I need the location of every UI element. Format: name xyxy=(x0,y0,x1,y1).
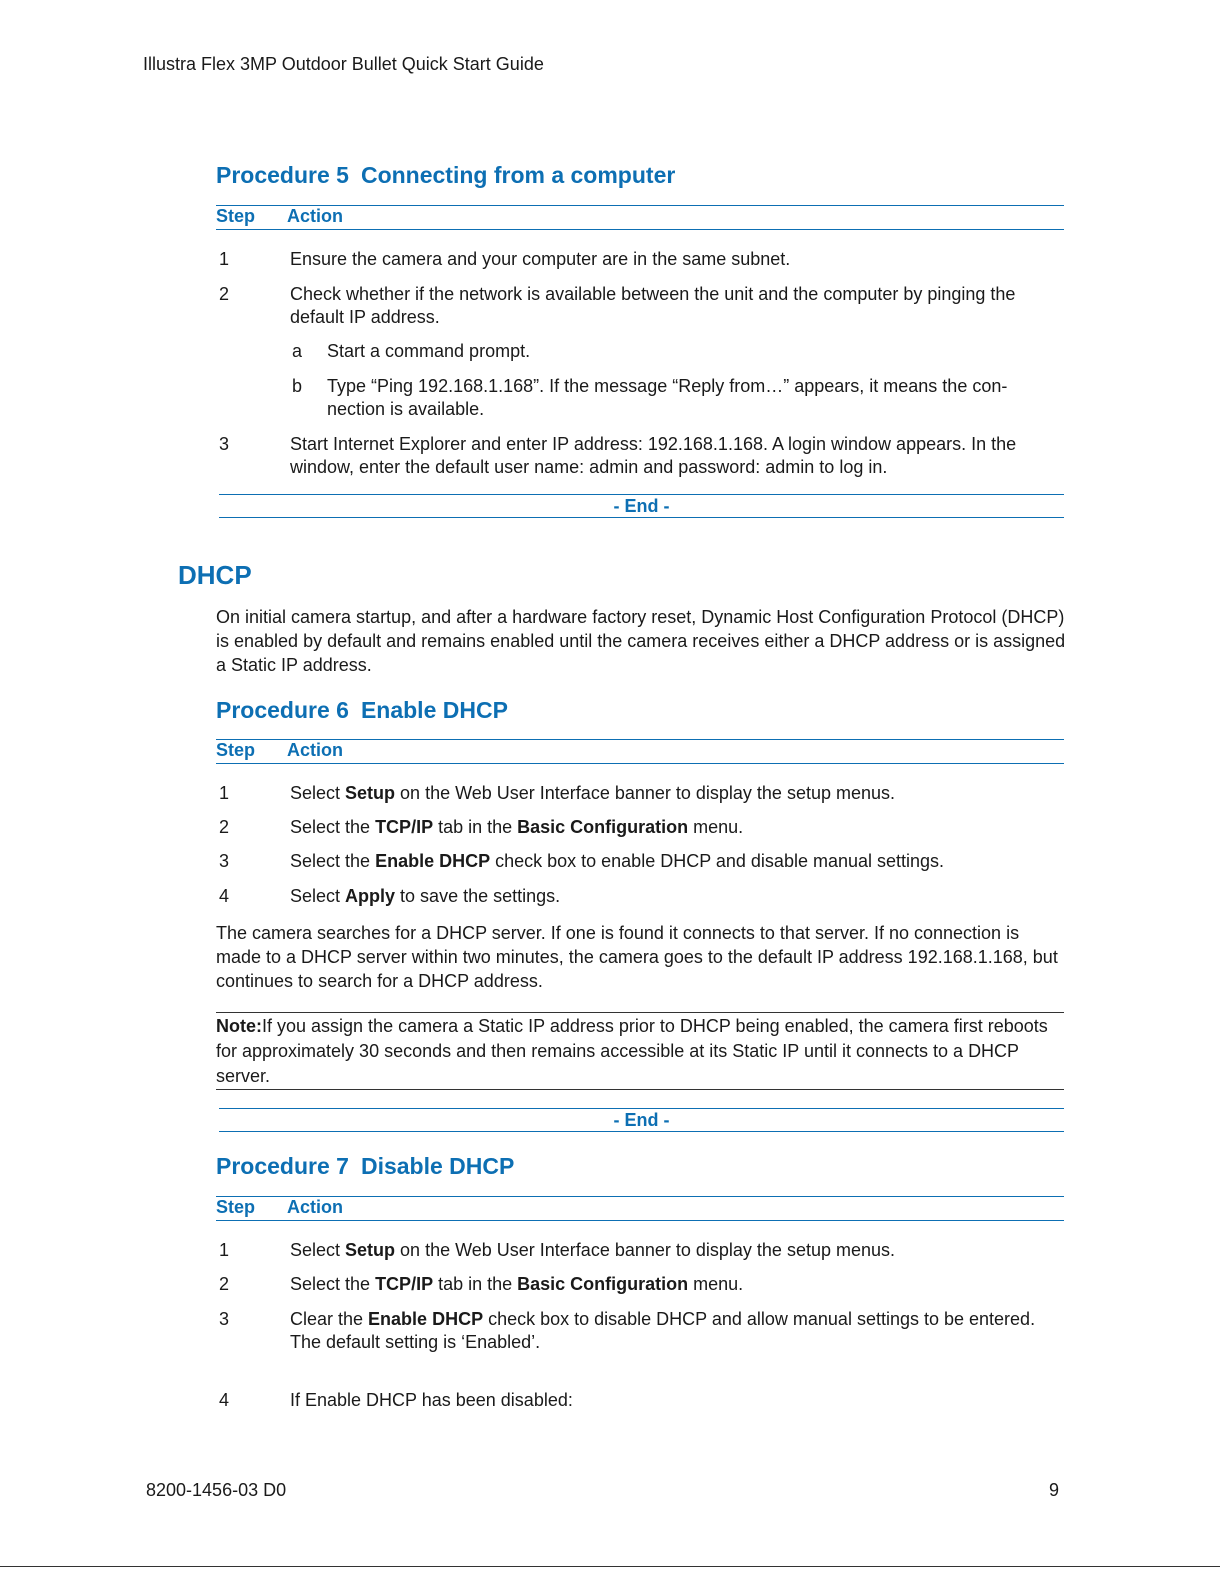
note-text: If you assign the camera a Static IP address prior to DHCP being enabled, the camera first reboots for approximately 30 seconds and then remains accessible at its Static IP until it connects to a DHCP server. xyxy=(216,1016,1048,1086)
procedure-number: Procedure 6 xyxy=(216,697,349,723)
step-text: Select Setup on the Web User Interface banner to display the setup menus. xyxy=(290,783,896,803)
step-number: 2 xyxy=(219,817,230,837)
substep-text: Start a command prompt. xyxy=(327,341,531,361)
step-number: 3 xyxy=(219,434,230,454)
step-text: Select the Enable DHCP check box to enable DHCP and disable manual settings. xyxy=(290,851,945,871)
procedure-name: Connecting from a computer xyxy=(360,162,676,188)
step-text: Ensure the camera and your computer are in the same subnet. xyxy=(290,249,791,269)
step-number: 4 xyxy=(219,886,230,906)
procedure-end-marker: - End - xyxy=(219,1108,1064,1132)
procedure-number: Procedure 7 xyxy=(216,1153,349,1179)
step-column-header: Step xyxy=(216,740,256,760)
step-number: 1 xyxy=(219,1240,230,1260)
note-box xyxy=(216,1012,1064,1090)
action-column-header: Action xyxy=(287,740,343,760)
step-text: Select the TCP/IP tab in the Basic Configuration menu. xyxy=(290,817,744,837)
step-number: 2 xyxy=(219,1274,230,1294)
substep-text: Type “Ping 192.168.1.168”. If the message “Reply from…” appears, it means the con-nection is available. xyxy=(327,376,1008,419)
page-header-title: Illustra Flex 3MP Outdoor Bullet Quick Start Guide xyxy=(143,54,544,74)
step-text: Clear the Enable DHCP check box to disable DHCP and allow manual settings to be entered. The default setting is ‘Enabled’. xyxy=(290,1309,1036,1352)
step-number: 3 xyxy=(219,851,230,871)
procedure-7-title xyxy=(216,1153,514,1180)
procedure-7-table-header xyxy=(216,1196,1064,1221)
step-text: Check whether if the network is available between the unit and the computer by pinging the default IP address. xyxy=(290,284,1016,327)
footer-doc-number: 8200-1456-03 D0 xyxy=(146,1480,287,1500)
step-text: Select Setup on the Web User Interface banner to display the setup menus. xyxy=(290,1240,896,1260)
step-text: Select the TCP/IP tab in the Basic Configuration menu. xyxy=(290,1274,744,1294)
procedure-5-table-header xyxy=(216,205,1064,230)
section-intro-paragraph: On initial camera startup, and after a hardware factory reset, Dynamic Host Configuration Protocol (DHCP) is enabled by default and remains enabled until the camera receives either a DHCP address or is assigned a Static IP address. xyxy=(216,607,1066,675)
procedure-name: Enable DHCP xyxy=(360,697,508,723)
section-heading: DHCP xyxy=(178,560,252,590)
footer-page-number: 9 xyxy=(1049,1480,1060,1500)
procedure-6-table-header xyxy=(216,739,1064,764)
action-column-header: Action xyxy=(287,1197,343,1217)
procedure-result-paragraph: The camera searches for a DHCP server. If one is found it connects to that server. If no connection is made to a DHCP server within two minutes, the camera goes to the default IP address 192.168.1.168, but continues to search for a DHCP address. xyxy=(216,923,1058,991)
procedure-end-marker: - End - xyxy=(219,494,1064,518)
procedure-5-title xyxy=(216,162,675,189)
step-number: 2 xyxy=(219,284,230,304)
step-column-header: Step xyxy=(216,1197,256,1217)
step-text: If Enable DHCP has been disabled: xyxy=(290,1390,573,1410)
step-text: Start Internet Explorer and enter IP address: 192.168.1.168. A login window appears. In the window, enter the default user name: admin and password: admin to log in. xyxy=(290,434,1017,477)
step-number: 1 xyxy=(219,249,230,269)
substep-letter: b xyxy=(292,376,303,396)
step-column-header: Step xyxy=(216,206,256,226)
action-column-header: Action xyxy=(287,206,343,226)
page-bottom-rule xyxy=(0,1566,1220,1567)
procedure-name: Disable DHCP xyxy=(360,1153,515,1179)
step-number: 1 xyxy=(219,783,230,803)
procedure-number: Procedure 5 xyxy=(216,162,349,188)
substep-letter: a xyxy=(292,341,303,361)
note-label: Note: xyxy=(216,1016,262,1036)
step-text: Select Apply to save the settings. xyxy=(290,886,561,906)
procedure-6-title xyxy=(216,697,508,724)
step-number: 4 xyxy=(219,1390,230,1410)
step-number: 3 xyxy=(219,1309,230,1329)
